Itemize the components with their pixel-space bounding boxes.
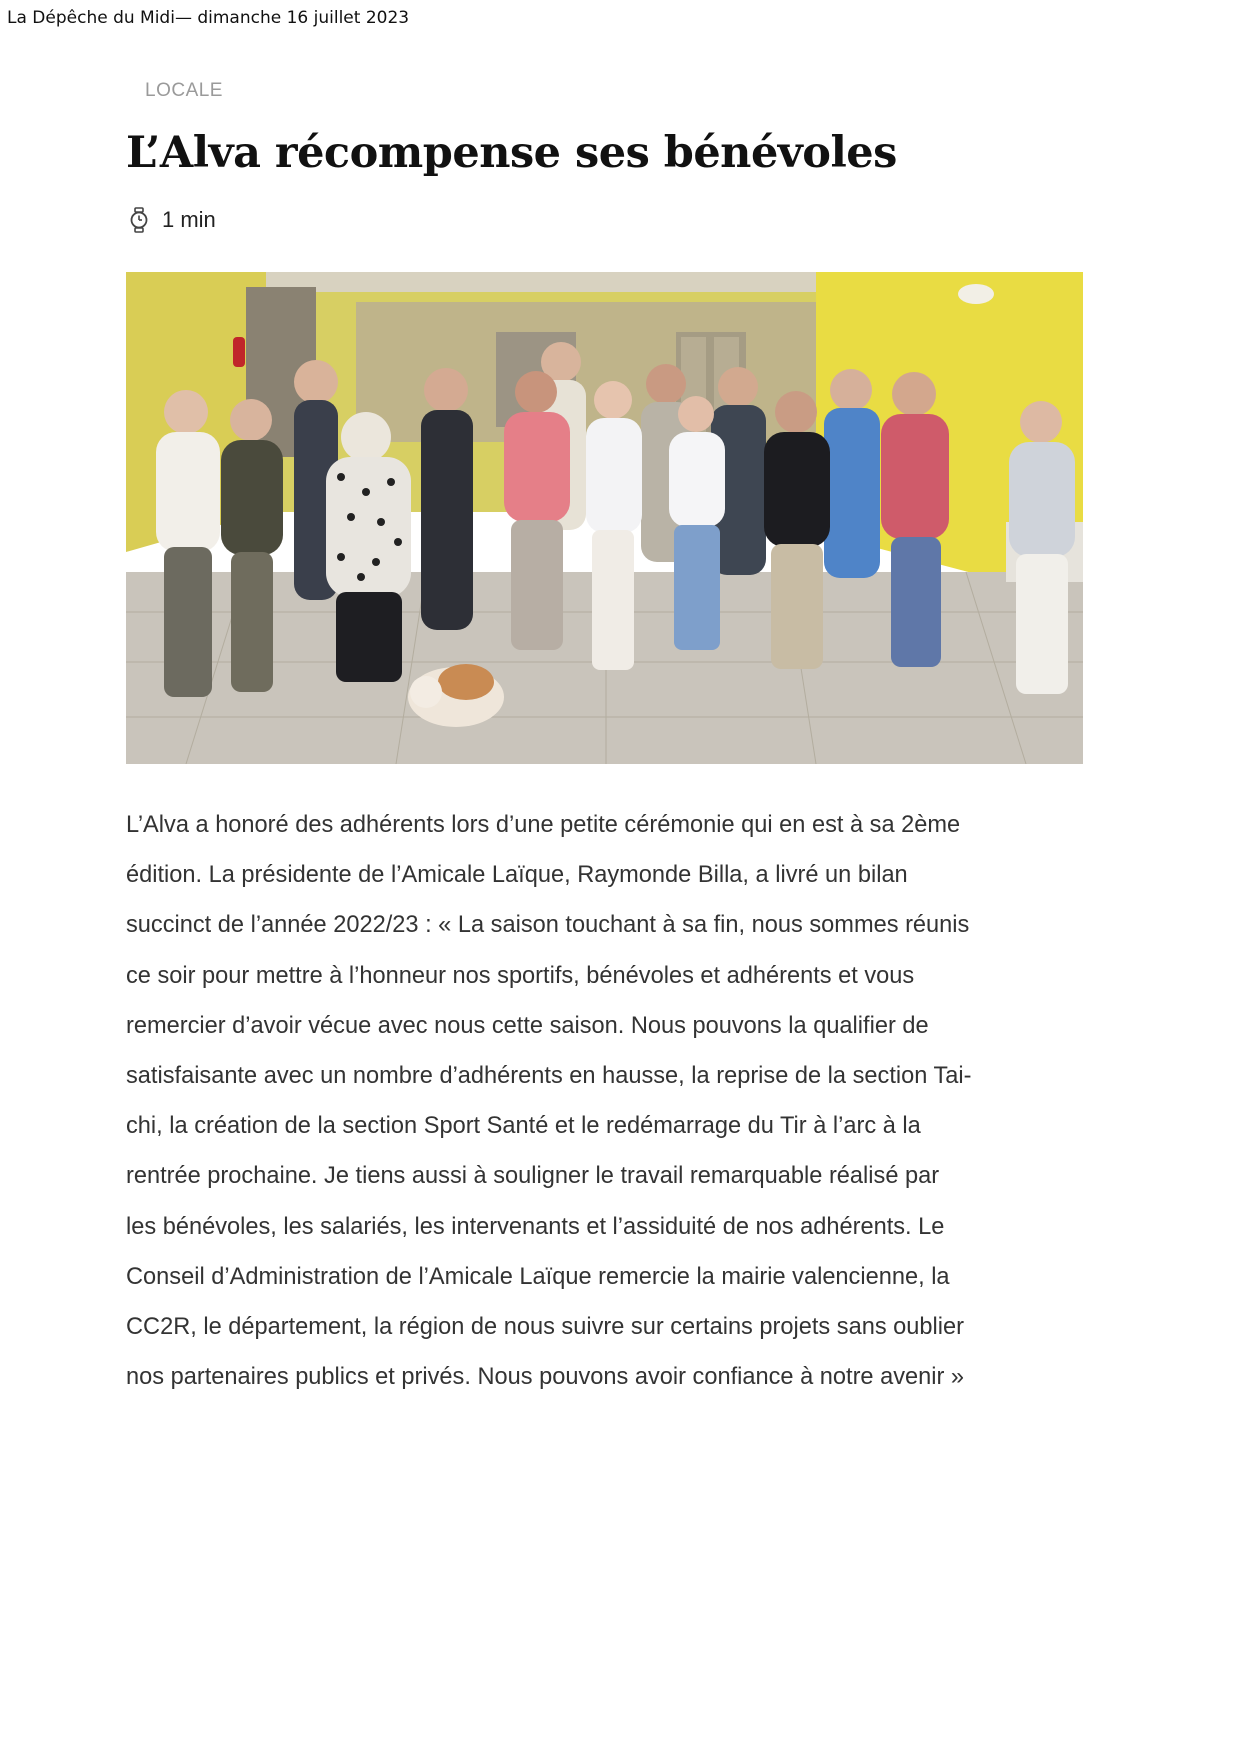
body-line: Conseil d’Administration de l’Amicale Laïque remercie la mairie valencienne, la (126, 1263, 950, 1290)
body-line: chi, la création de la section Sport Santé et le redémarrage du Tir à l’arc à la (126, 1113, 921, 1140)
body-line: rentrée prochaine. Je tiens aussi à souligner le travail remarquable réalisé par (126, 1163, 940, 1190)
body-line: ce soir pour mettre à l’honneur nos sportifs, bénévoles et adhérents et vous (126, 962, 915, 989)
body-line: remercier d’avoir vécue avec nous cette saison. Nous pouvons la qualifier de (126, 1012, 929, 1039)
body-line: CC2R, le département, la région de nous suivre sur certains projets sans oublier (126, 1314, 965, 1341)
watch-icon (130, 207, 148, 233)
article-title: L’Alva récompense ses bénévoles (126, 128, 897, 178)
body-line: édition. La présidente de l’Amicale Laïque, Raymonde Billa, a livré un bilan (126, 862, 908, 889)
newspaper-header: La Dépêche du Midi— dimanche 16 juillet 2023 (7, 8, 410, 28)
body-line: succinct de l’année 2022/23 : « La saison touchant à sa fin, nous sommes réunis (126, 912, 970, 939)
body-line: les bénévoles, les salariés, les intervenants et l’assiduité de nos adhérents. Le (126, 1213, 945, 1240)
read-time (130, 205, 216, 235)
read-time-label: 1 min (162, 207, 216, 232)
body-line: L’Alva a honoré des adhérents lors d’une petite cérémonie qui en est à sa 2ème (126, 812, 961, 838)
group-photo (126, 272, 1083, 764)
body-line: nos partenaires publics et privés. Nous pouvons avoir confiance à notre avenir » (126, 1364, 965, 1391)
article-category[interactable]: LOCALE (145, 80, 223, 101)
body-line: satisfaisante avec un nombre d’adhérents en hausse, la reprise de la section Tai- (126, 1063, 972, 1090)
article-body (126, 800, 1086, 1402)
